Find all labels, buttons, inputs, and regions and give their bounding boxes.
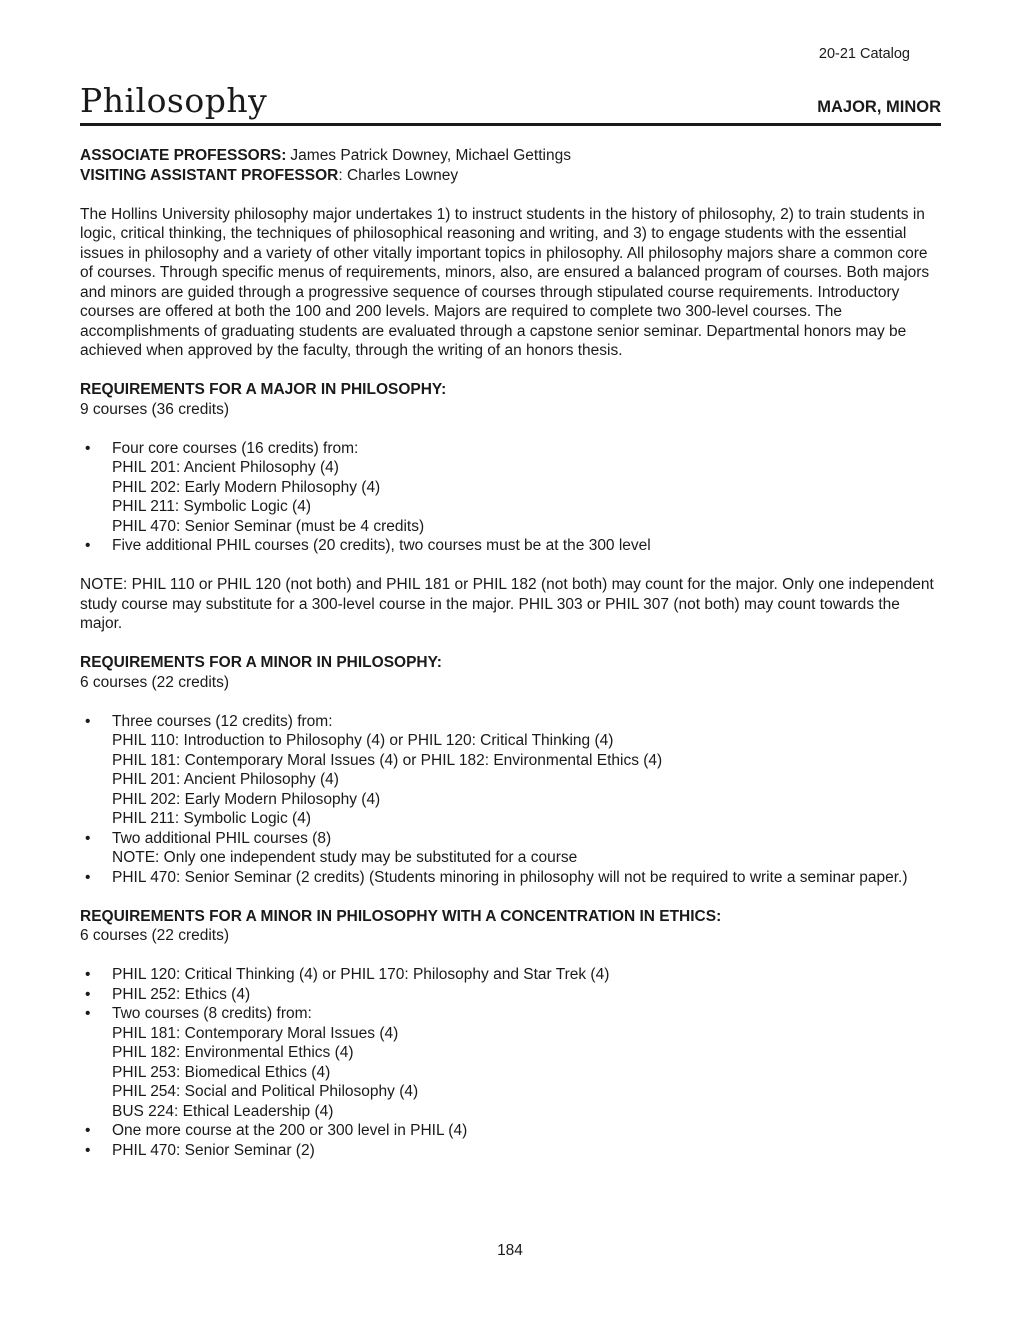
course-line: PHIL 181: Contemporary Moral Issues (4) or PHIL 182: Environmental Ethics (4)	[112, 751, 663, 769]
page-number: 184	[497, 1242, 523, 1259]
list-item	[80, 829, 941, 868]
requirement-lead: PHIL 470: Senior Seminar (2)	[112, 1141, 315, 1159]
section-heading: REQUIREMENTS FOR A MINOR IN PHILOSOPHY WITH A CONCENTRATION IN ETHICS:	[80, 907, 722, 925]
section-heading: REQUIREMENTS FOR A MINOR IN PHILOSOPHY:	[80, 654, 442, 671]
bullet-icon: •	[85, 966, 91, 983]
course-line: PHIL 181: Contemporary Moral Issues (4)	[112, 1024, 399, 1042]
catalog-header: 20-21 Catalog	[818, 46, 910, 62]
ethics-concentration-section	[80, 907, 941, 946]
list-item	[80, 868, 941, 888]
major-requirements-list	[80, 439, 941, 556]
course-line: PHIL 201: Ancient Philosophy (4)	[112, 771, 339, 788]
requirement-lead: PHIL 252: Ethics (4)	[112, 985, 251, 1003]
title-row	[80, 83, 941, 126]
requirement-lead: PHIL 120: Critical Thinking (4) or PHIL 170: Philosophy and Star Trek (4)	[112, 966, 610, 983]
list-item	[80, 1141, 941, 1161]
course-line: PHIL 201: Ancient Philosophy (4)	[112, 459, 339, 476]
course-line: PHIL 470: Senior Seminar (must be 4 credits)	[112, 517, 425, 535]
bullet-icon: •	[85, 985, 91, 1003]
bullet-icon: •	[85, 868, 91, 886]
course-line: PHIL 182: Environmental Ethics (4)	[112, 1044, 354, 1061]
list-item	[80, 985, 941, 1005]
list-item	[80, 965, 941, 985]
major-note-paragraph: NOTE: PHIL 110 or PHIL 120 (not both) and PHIL 181 or PHIL 182 (not both) may count for the major. Only one independent study course may substitute for a 300-level course in the major. PHIL 303 or PHIL 307 (not both) may count towards the major.	[80, 576, 934, 632]
bullet-icon: •	[85, 1141, 91, 1159]
bullet-icon: •	[85, 712, 91, 730]
page-title: Philosophy	[80, 81, 268, 120]
minor-requirements-list	[80, 712, 941, 888]
requirement-lead: One more course at the 200 or 300 level in PHIL (4)	[112, 1122, 468, 1139]
course-line: PHIL 253: Biomedical Ethics (4)	[112, 1063, 331, 1081]
visiting-professor-label: VISITING ASSISTANT PROFESSOR	[80, 166, 339, 184]
associate-professors-line	[80, 146, 941, 166]
section-credits: 9 courses (36 credits)	[80, 400, 230, 418]
bullet-icon: •	[85, 1005, 91, 1022]
course-line: BUS 224: Ethical Leadership (4)	[112, 1102, 334, 1120]
course-line: PHIL 211: Symbolic Logic (4)	[112, 810, 312, 827]
associate-professors-label: ASSOCIATE PROFESSORS:	[80, 147, 287, 164]
list-item	[80, 712, 941, 829]
visiting-professor-line	[80, 166, 941, 186]
bullet-icon: •	[85, 1122, 91, 1139]
note-line: NOTE: Only one independent study may be substituted for a course	[112, 849, 578, 866]
major-requirements-section	[80, 380, 941, 419]
associate-professors-names: James Patrick Downey, Michael Gettings	[290, 147, 571, 164]
ethics-requirements-list	[80, 965, 941, 1160]
course-line: PHIL 110: Introduction to Philosophy (4) or PHIL 120: Critical Thinking (4)	[112, 732, 614, 749]
requirement-lead: Four core courses (16 credits) from:	[112, 439, 359, 457]
intro-paragraph: The Hollins University philosophy major undertakes 1) to instruct students in the history of philosophy, 2) to train students in logic, critical thinking, the techniques of philosophical reasoning and writing, and 3) to engage students with the essential issues in philosophy and a variety of other vitally important topics in philosophy. All philosophy majors share a common core of courses. Through specific menus of requirements, minors, also, are ensured a balanced program of courses. Both majors and minors are guided through a progressive sequence of courses through stipulated course requirements. Introductory courses are offered at both the 100 and 200 levels. Majors are required to complete two 300-level courses. The accomplishments of graduating students are evaluated through a capstone senior seminar. Departmental honors may be achieved when approved by the faculty, through the writing of an honors thesis.	[80, 205, 930, 359]
section-credits: 6 courses (22 credits)	[80, 927, 230, 944]
course-line: PHIL 254: Social and Political Philosophy (4)	[112, 1083, 419, 1100]
requirement-lead: Three courses (12 credits) from:	[112, 712, 333, 730]
list-item	[80, 439, 941, 537]
visiting-professor-name: : Charles Lowney	[338, 166, 459, 184]
minor-requirements-section	[80, 653, 941, 692]
bullet-icon: •	[85, 537, 91, 554]
degree-designations-label: MAJOR, MINOR	[817, 98, 941, 116]
list-item	[80, 1121, 941, 1141]
list-item	[80, 536, 941, 556]
requirement-lead: Five additional PHIL courses (20 credits), two courses must be at the 300 level	[112, 537, 651, 554]
faculty-block	[80, 146, 941, 185]
list-item	[80, 1004, 941, 1121]
course-line: PHIL 211: Symbolic Logic (4)	[112, 498, 312, 515]
course-line: PHIL 202: Early Modern Philosophy (4)	[112, 790, 381, 808]
bullet-icon: •	[85, 439, 91, 457]
section-credits: 6 courses (22 credits)	[80, 673, 230, 691]
course-line: PHIL 202: Early Modern Philosophy (4)	[112, 478, 381, 496]
requirement-lead: Two additional PHIL courses (8)	[112, 829, 332, 847]
requirement-lead: PHIL 470: Senior Seminar (2 credits) (Students minoring in philosophy will not be required to write a seminar paper.)	[112, 868, 908, 886]
section-heading: REQUIREMENTS FOR A MAJOR IN PHILOSOPHY:	[80, 381, 447, 398]
bullet-icon: •	[85, 829, 91, 847]
requirement-lead: Two courses (8 credits) from:	[112, 1005, 312, 1022]
